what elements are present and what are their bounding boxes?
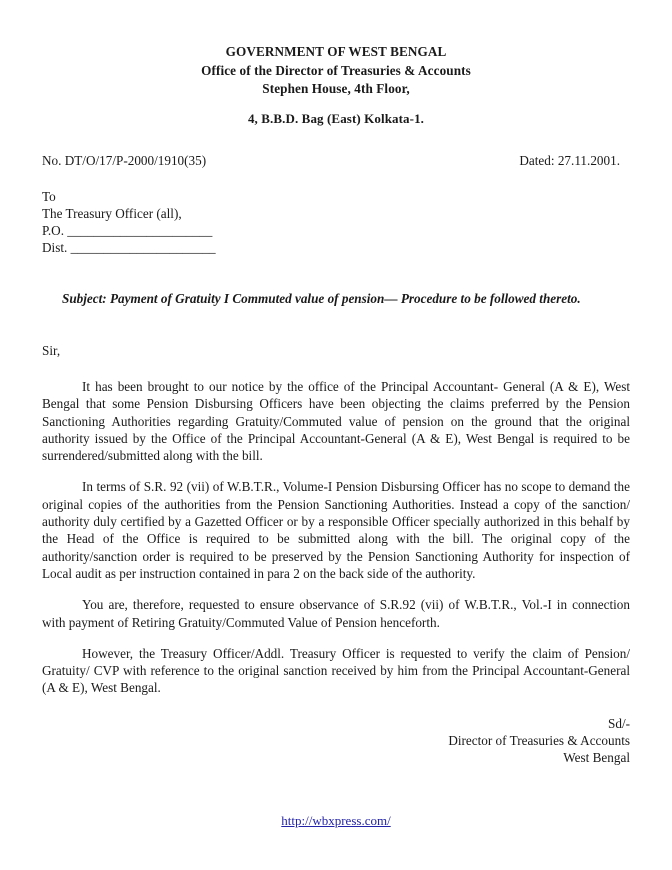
body-paragraph: You are, therefore, requested to ensure observance of S.R.92 (vii) of W.B.T.R., Vol.-I in connection with payment of Retiring Gratuity/Commuted Value of Pension henceforth. [42, 597, 630, 630]
source-link[interactable]: http://wbxpress.com/ [281, 813, 391, 828]
letterhead [0, 0, 672, 128]
body-copy [42, 359, 630, 697]
reference-row [42, 128, 630, 169]
signature-sd: Sd/- [608, 715, 630, 731]
building-address: Stephen House, 4th Floor, [262, 81, 410, 96]
body-paragraph: However, the Treasury Officer/Addl. Treasury Officer is requested to verify the claim of Pension/ Gratuity/ CVP with reference to the original sanction received by him from the Principal Accountant-General (A & E), West Bengal. [42, 645, 630, 696]
reference-number: No. DT/O/17/P-2000/1910(35) [42, 153, 207, 168]
signature-block [42, 697, 630, 767]
body-paragraph: It has been brought to our notice by the office of the Principal Accountant- General (A & E), West Bengal that some Pension Disbursing Officers have been objecting the claims preferred by the Pension Sanctioning Authorities regarding Gratuity/Commuted value of pension on the ground that the original authority issued by the Office of the Principal Accountant-General (A & E), West Bengal is required to be surrendered/submitted along with the bill. [42, 379, 630, 464]
addressee-recipient: The Treasury Officer (all), [42, 206, 182, 221]
reference-date: Dated: 27.11.2001. [519, 153, 620, 168]
subject-line: Subject: Payment of Gratuity I Commuted value of pension— Procedure to be followed thereto. [62, 291, 581, 306]
addressee-block [42, 169, 630, 256]
footer [0, 812, 672, 830]
addressee-district: Dist. ______________________ [42, 240, 216, 255]
signature-state: West Bengal [563, 750, 630, 766]
addressee-post-office: P.O. ______________________ [42, 223, 213, 238]
street-address: 4, B.B.D. Bag (East) Kolkata-1. [247, 110, 425, 126]
organization-name: GOVERNMENT OF WEST BENGAL [225, 44, 447, 59]
addressee-to-label: To [42, 189, 56, 204]
office-name: Office of the Director of Treasuries & Accounts [201, 62, 471, 78]
signature-designation: Director of Treasuries & Accounts [448, 733, 630, 749]
body-paragraph: In terms of S.R. 92 (vii) of W.B.T.R., Volume-I Pension Disbursing Officer has no scope to demand the original copies of the authorities from the Pension Sanctioning Authorities. Instead a copy of the sanction/ authority duly certified by a Gazetted Officer or by a responsible Officer specially authorized in this behalf by the Head of the Office is required to be submitted along with the bill. The original copy of the authority/sanction order is required to be preserved by the Pension Sanctioning Authority for inspection of Local audit as per instruction contained in para 2 on the back side of the authority. [42, 479, 630, 581]
salutation: Sir, [42, 343, 61, 358]
